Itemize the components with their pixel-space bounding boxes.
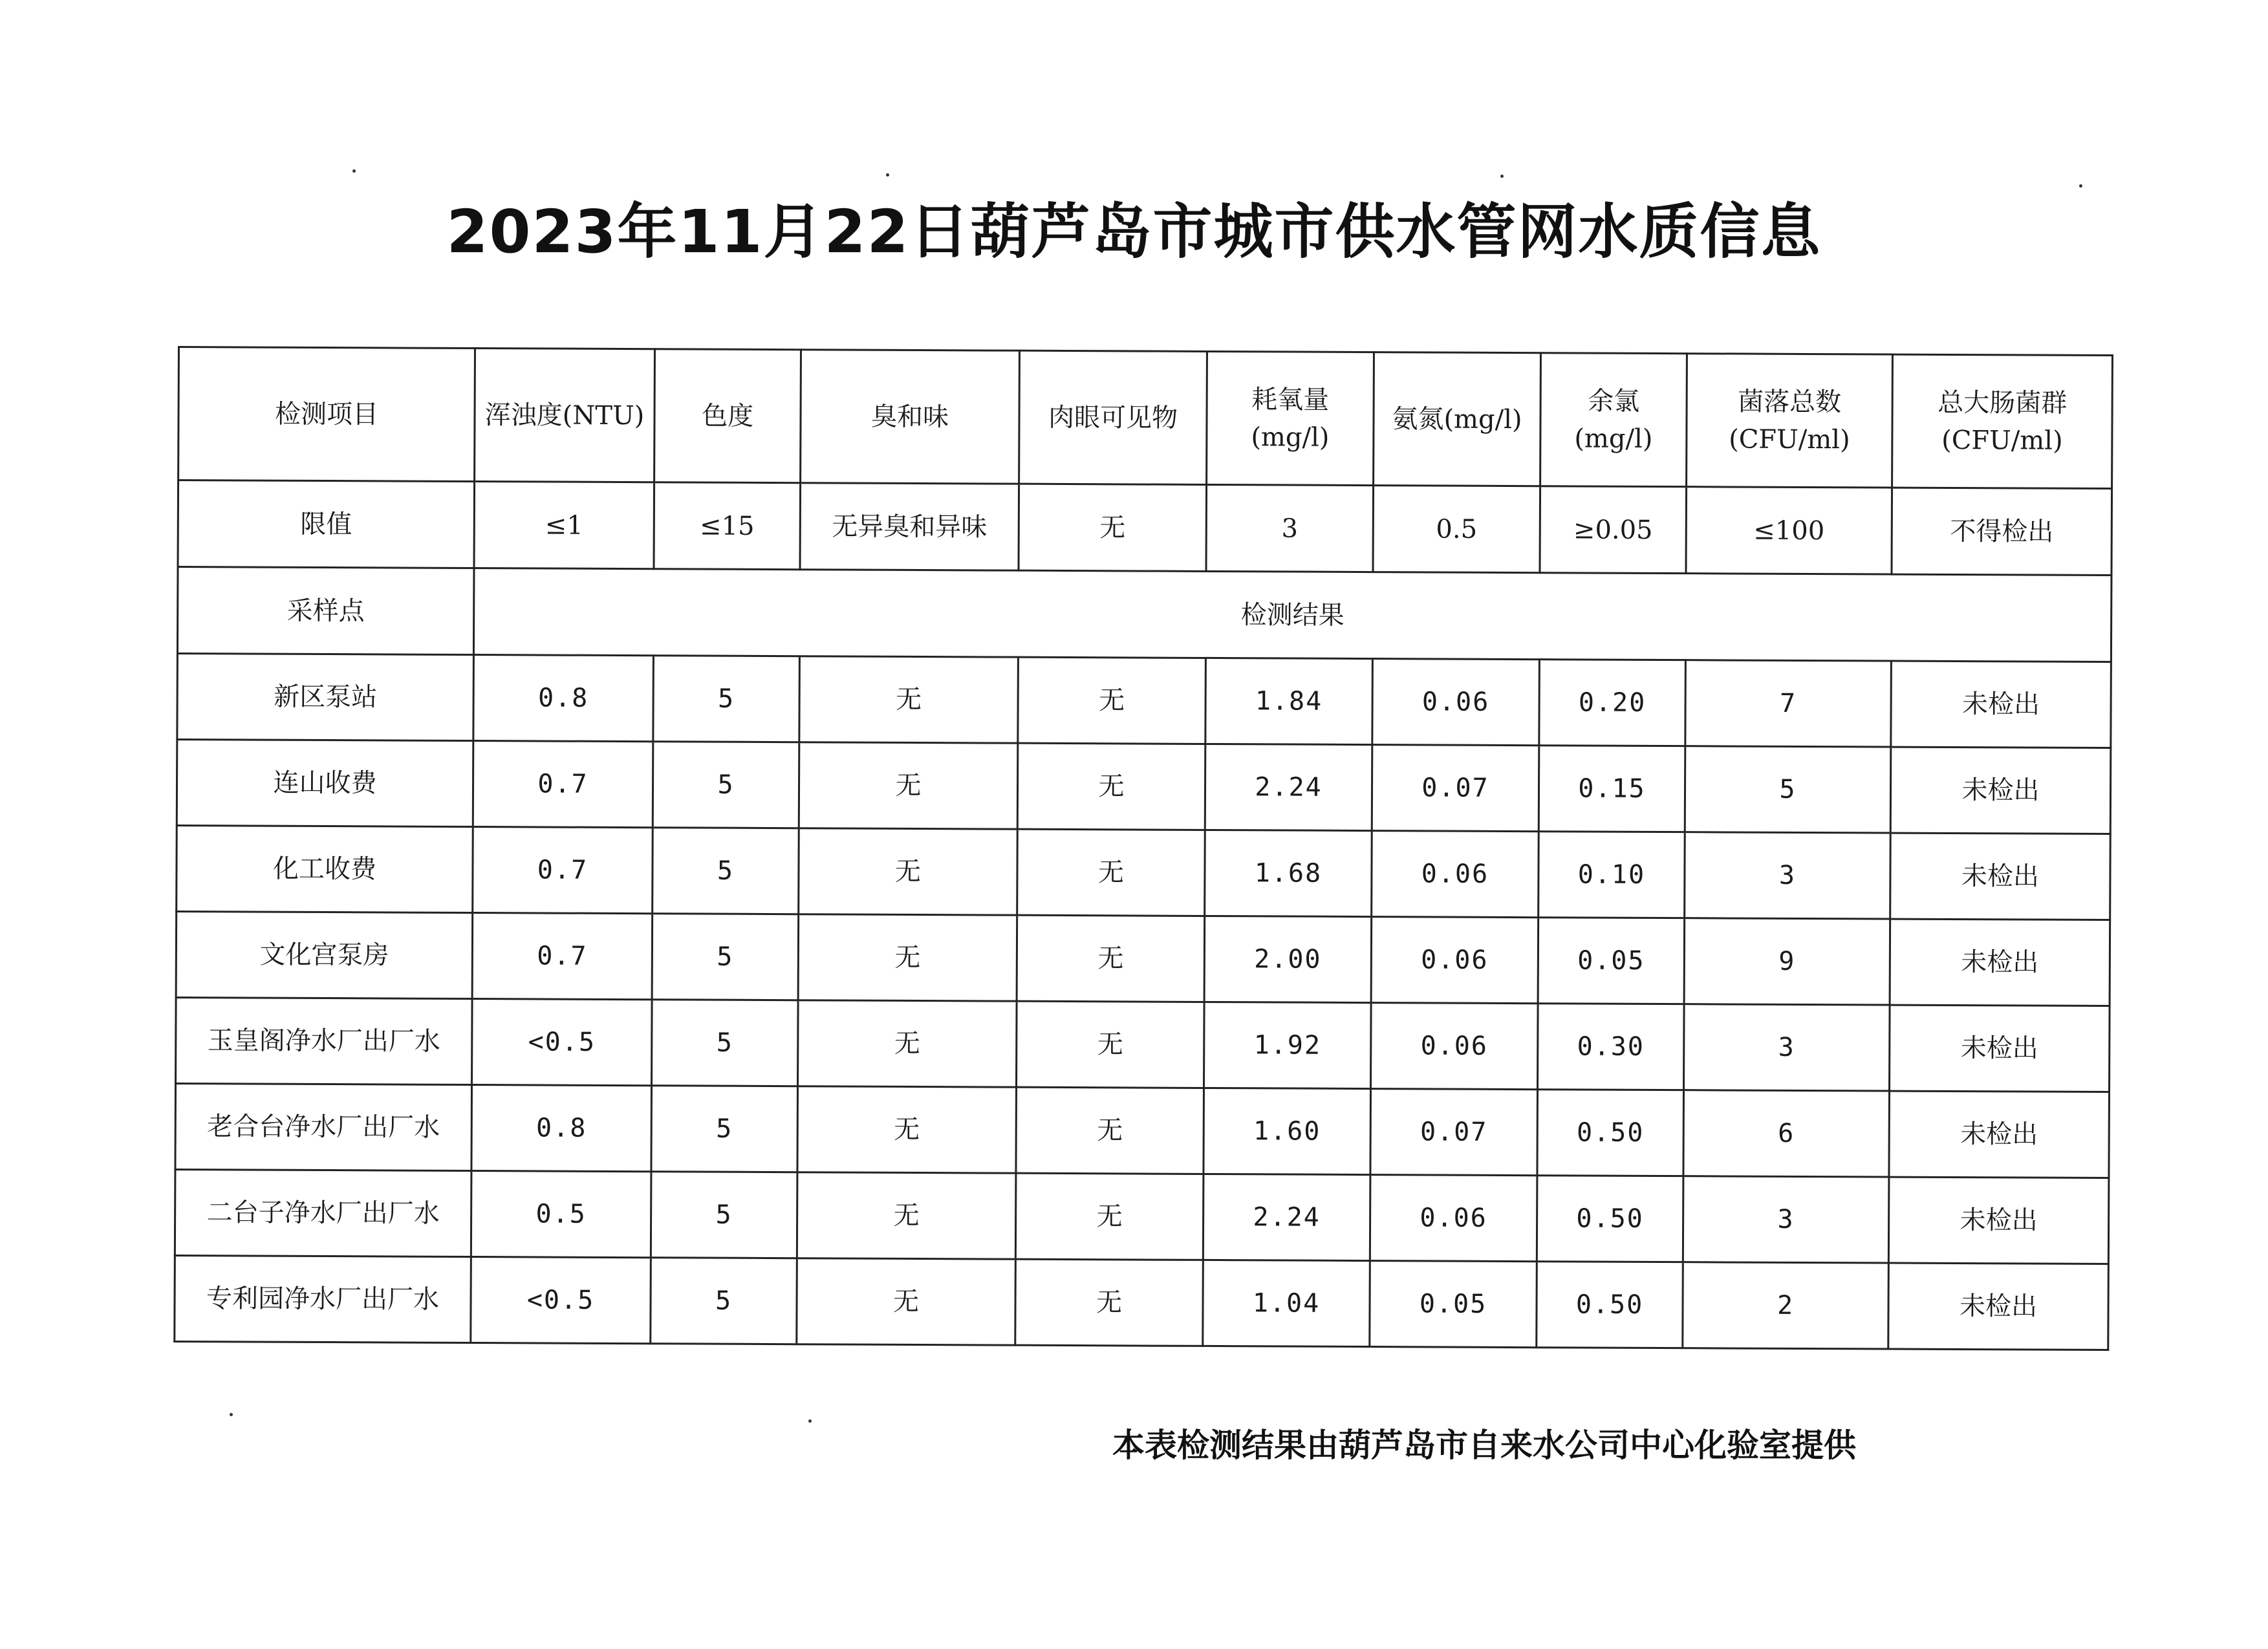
result-cell: 未检出 [1890, 919, 2110, 1006]
limit-cell: 0.5 [1373, 486, 1540, 573]
result-cell: 未检出 [1890, 833, 2111, 920]
limit-cell: 无 [1019, 484, 1207, 571]
result-cell: 0.05 [1370, 1261, 1537, 1348]
result-cell: 0.8 [471, 1084, 652, 1171]
result-cell: 无 [798, 914, 1017, 1001]
result-cell: 0.06 [1370, 1175, 1537, 1262]
result-cell: 无 [1017, 829, 1205, 916]
result-cell: 5 [653, 828, 799, 914]
result-cell: 0.7 [473, 826, 653, 913]
result-cell: 0.07 [1372, 745, 1539, 832]
document-title: 2023年11月22日葫芦岛市城市供水管网水质信息 [446, 197, 1822, 266]
sampling-point-cell: 文化宫泵房 [176, 911, 473, 998]
header-cell: 余氯 (mg/l) [1540, 353, 1687, 487]
scan-speck [1500, 175, 1504, 178]
result-cell: 未检出 [1888, 1263, 2109, 1350]
result-cell: 未检出 [1890, 747, 2111, 834]
result-rows [175, 654, 2111, 1350]
result-cell: 1.04 [1203, 1260, 1370, 1346]
result-cell: 0.06 [1372, 659, 1540, 746]
result-cell: 无 [799, 742, 1018, 829]
limit-cell: 3 [1206, 484, 1374, 572]
sampling-point-cell: 连山收费 [177, 740, 473, 827]
result-cell: 0.30 [1538, 1004, 1685, 1090]
table-row [176, 997, 2110, 1092]
result-cell: 0.07 [1370, 1089, 1538, 1176]
result-cell: 5 [652, 1000, 799, 1086]
result-cell: 无 [1017, 915, 1205, 1002]
sampling-point-cell: 专利园净水厂出厂水 [175, 1255, 471, 1342]
limit-cell: 不得检出 [1892, 488, 2112, 575]
table-row [176, 911, 2110, 1006]
limit-cell: 无异臭和异味 [800, 483, 1019, 570]
result-cell: 6 [1683, 1090, 1890, 1177]
result-cell: 2 [1683, 1262, 1889, 1349]
result-cell: 1.68 [1205, 830, 1372, 916]
scan-speck [808, 1419, 812, 1423]
result-cell: 无 [1015, 1259, 1204, 1346]
result-cell: 0.7 [473, 740, 653, 827]
result-cell: 1.84 [1205, 658, 1373, 744]
result-cell: 未检出 [1889, 1005, 2110, 1092]
result-cell: 无 [1016, 1087, 1204, 1174]
sampling-point-label: 采样点 [177, 567, 474, 655]
result-cell: 未检出 [1891, 661, 2111, 748]
result-cell: 0.5 [471, 1170, 651, 1257]
result-cell: 3 [1684, 1004, 1890, 1091]
footer-note: 本表检测结果由葫芦岛市自来水公司中心化验室提供 [1112, 1426, 1856, 1464]
table-row [177, 654, 2111, 748]
result-cell: 0.50 [1537, 1262, 1683, 1348]
result-cell: 0.7 [472, 912, 653, 999]
result-cell: 0.05 [1538, 918, 1685, 1004]
result-cell: 无 [798, 1000, 1017, 1087]
header-cell: 菌落总数 (CFU/ml) [1687, 354, 1893, 488]
result-cell: 1.92 [1204, 1002, 1372, 1088]
header-row [178, 347, 2113, 489]
header-cell: 氨氮(mg/l) [1374, 352, 1541, 486]
result-cell: 5 [651, 1086, 798, 1172]
result-cell: 3 [1685, 832, 1891, 919]
limit-cell: ≥0.05 [1540, 486, 1687, 574]
result-cell: 无 [799, 828, 1018, 915]
sampling-point-cell: 二台子净水厂出厂水 [175, 1169, 471, 1256]
header-cell: 浑浊度(NTU) [475, 349, 655, 482]
result-cell: 0.10 [1539, 832, 1685, 918]
result-cell: 无 [1017, 1001, 1205, 1088]
scan-speck [2079, 184, 2082, 188]
result-cell: 未检出 [1889, 1091, 2110, 1178]
limit-cell: ≤1 [474, 482, 654, 569]
scan-speck [230, 1413, 233, 1416]
table-row [175, 1255, 2109, 1350]
result-cell: 5 [1685, 746, 1891, 833]
result-cell: 5 [652, 914, 799, 1000]
result-cell: 5 [651, 1258, 797, 1344]
result-cell: 0.50 [1537, 1090, 1684, 1176]
result-cell: 9 [1684, 918, 1890, 1005]
results-label: 检测结果 [473, 568, 2111, 662]
result-cell: 0.15 [1539, 746, 1685, 832]
result-cell: 1.60 [1204, 1088, 1371, 1174]
water-quality-table-wrapper [173, 346, 2111, 1350]
result-cell: 5 [653, 656, 800, 742]
result-cell: 7 [1685, 660, 1892, 747]
result-cell: <0.5 [471, 1256, 651, 1343]
result-cell: 0.50 [1537, 1176, 1683, 1262]
header-cell: 总大肠菌群 (CFU/ml) [1892, 354, 2113, 488]
result-cell: 无 [797, 1172, 1016, 1259]
result-cell: <0.5 [472, 998, 653, 1085]
scan-speck [352, 169, 356, 173]
result-cell: 5 [651, 1172, 797, 1258]
header-cell: 检测项目 [178, 347, 475, 482]
result-cell: 0.8 [473, 655, 654, 742]
sampling-point-cell: 玉皇阁净水厂出厂水 [176, 997, 473, 1084]
result-cell: 0.20 [1539, 660, 1686, 746]
result-cell: 未检出 [1888, 1177, 2109, 1264]
result-cell: 5 [653, 742, 799, 828]
sampling-header-row [177, 567, 2111, 662]
result-cell: 无 [799, 656, 1019, 743]
sampling-point-cell: 新区泵站 [177, 654, 474, 741]
limit-row [178, 480, 2112, 576]
result-cell: 无 [1017, 743, 1205, 830]
result-cell: 2.24 [1205, 744, 1372, 830]
limit-label: 限值 [178, 480, 475, 568]
result-cell: 0.06 [1372, 831, 1539, 918]
result-cell: 无 [797, 1086, 1017, 1173]
result-cell: 无 [1015, 1173, 1204, 1260]
result-cell: 无 [1018, 657, 1206, 744]
result-cell: 3 [1683, 1176, 1889, 1263]
sampling-point-cell: 老合台净水厂出厂水 [175, 1083, 472, 1170]
header-cell: 耗氧量 (mg/l) [1207, 351, 1374, 485]
limit-cell: ≤15 [654, 482, 801, 570]
header-cell: 臭和味 [801, 350, 1020, 484]
result-cell: 0.06 [1371, 1003, 1539, 1090]
sampling-point-cell: 化工收费 [177, 825, 473, 912]
result-cell: 0.06 [1371, 917, 1539, 1004]
limit-cell: ≤100 [1686, 487, 1892, 574]
table-row [175, 1169, 2109, 1264]
table-row [177, 825, 2111, 920]
table-row [177, 740, 2111, 834]
water-quality-table [173, 346, 2113, 1351]
result-cell: 2.24 [1203, 1174, 1370, 1260]
table-row [175, 1083, 2110, 1178]
header-cell: 色度 [654, 349, 801, 483]
result-cell: 无 [797, 1258, 1016, 1345]
result-cell: 2.00 [1204, 916, 1372, 1002]
scan-speck [886, 173, 889, 177]
header-cell: 肉眼可见物 [1019, 350, 1207, 484]
